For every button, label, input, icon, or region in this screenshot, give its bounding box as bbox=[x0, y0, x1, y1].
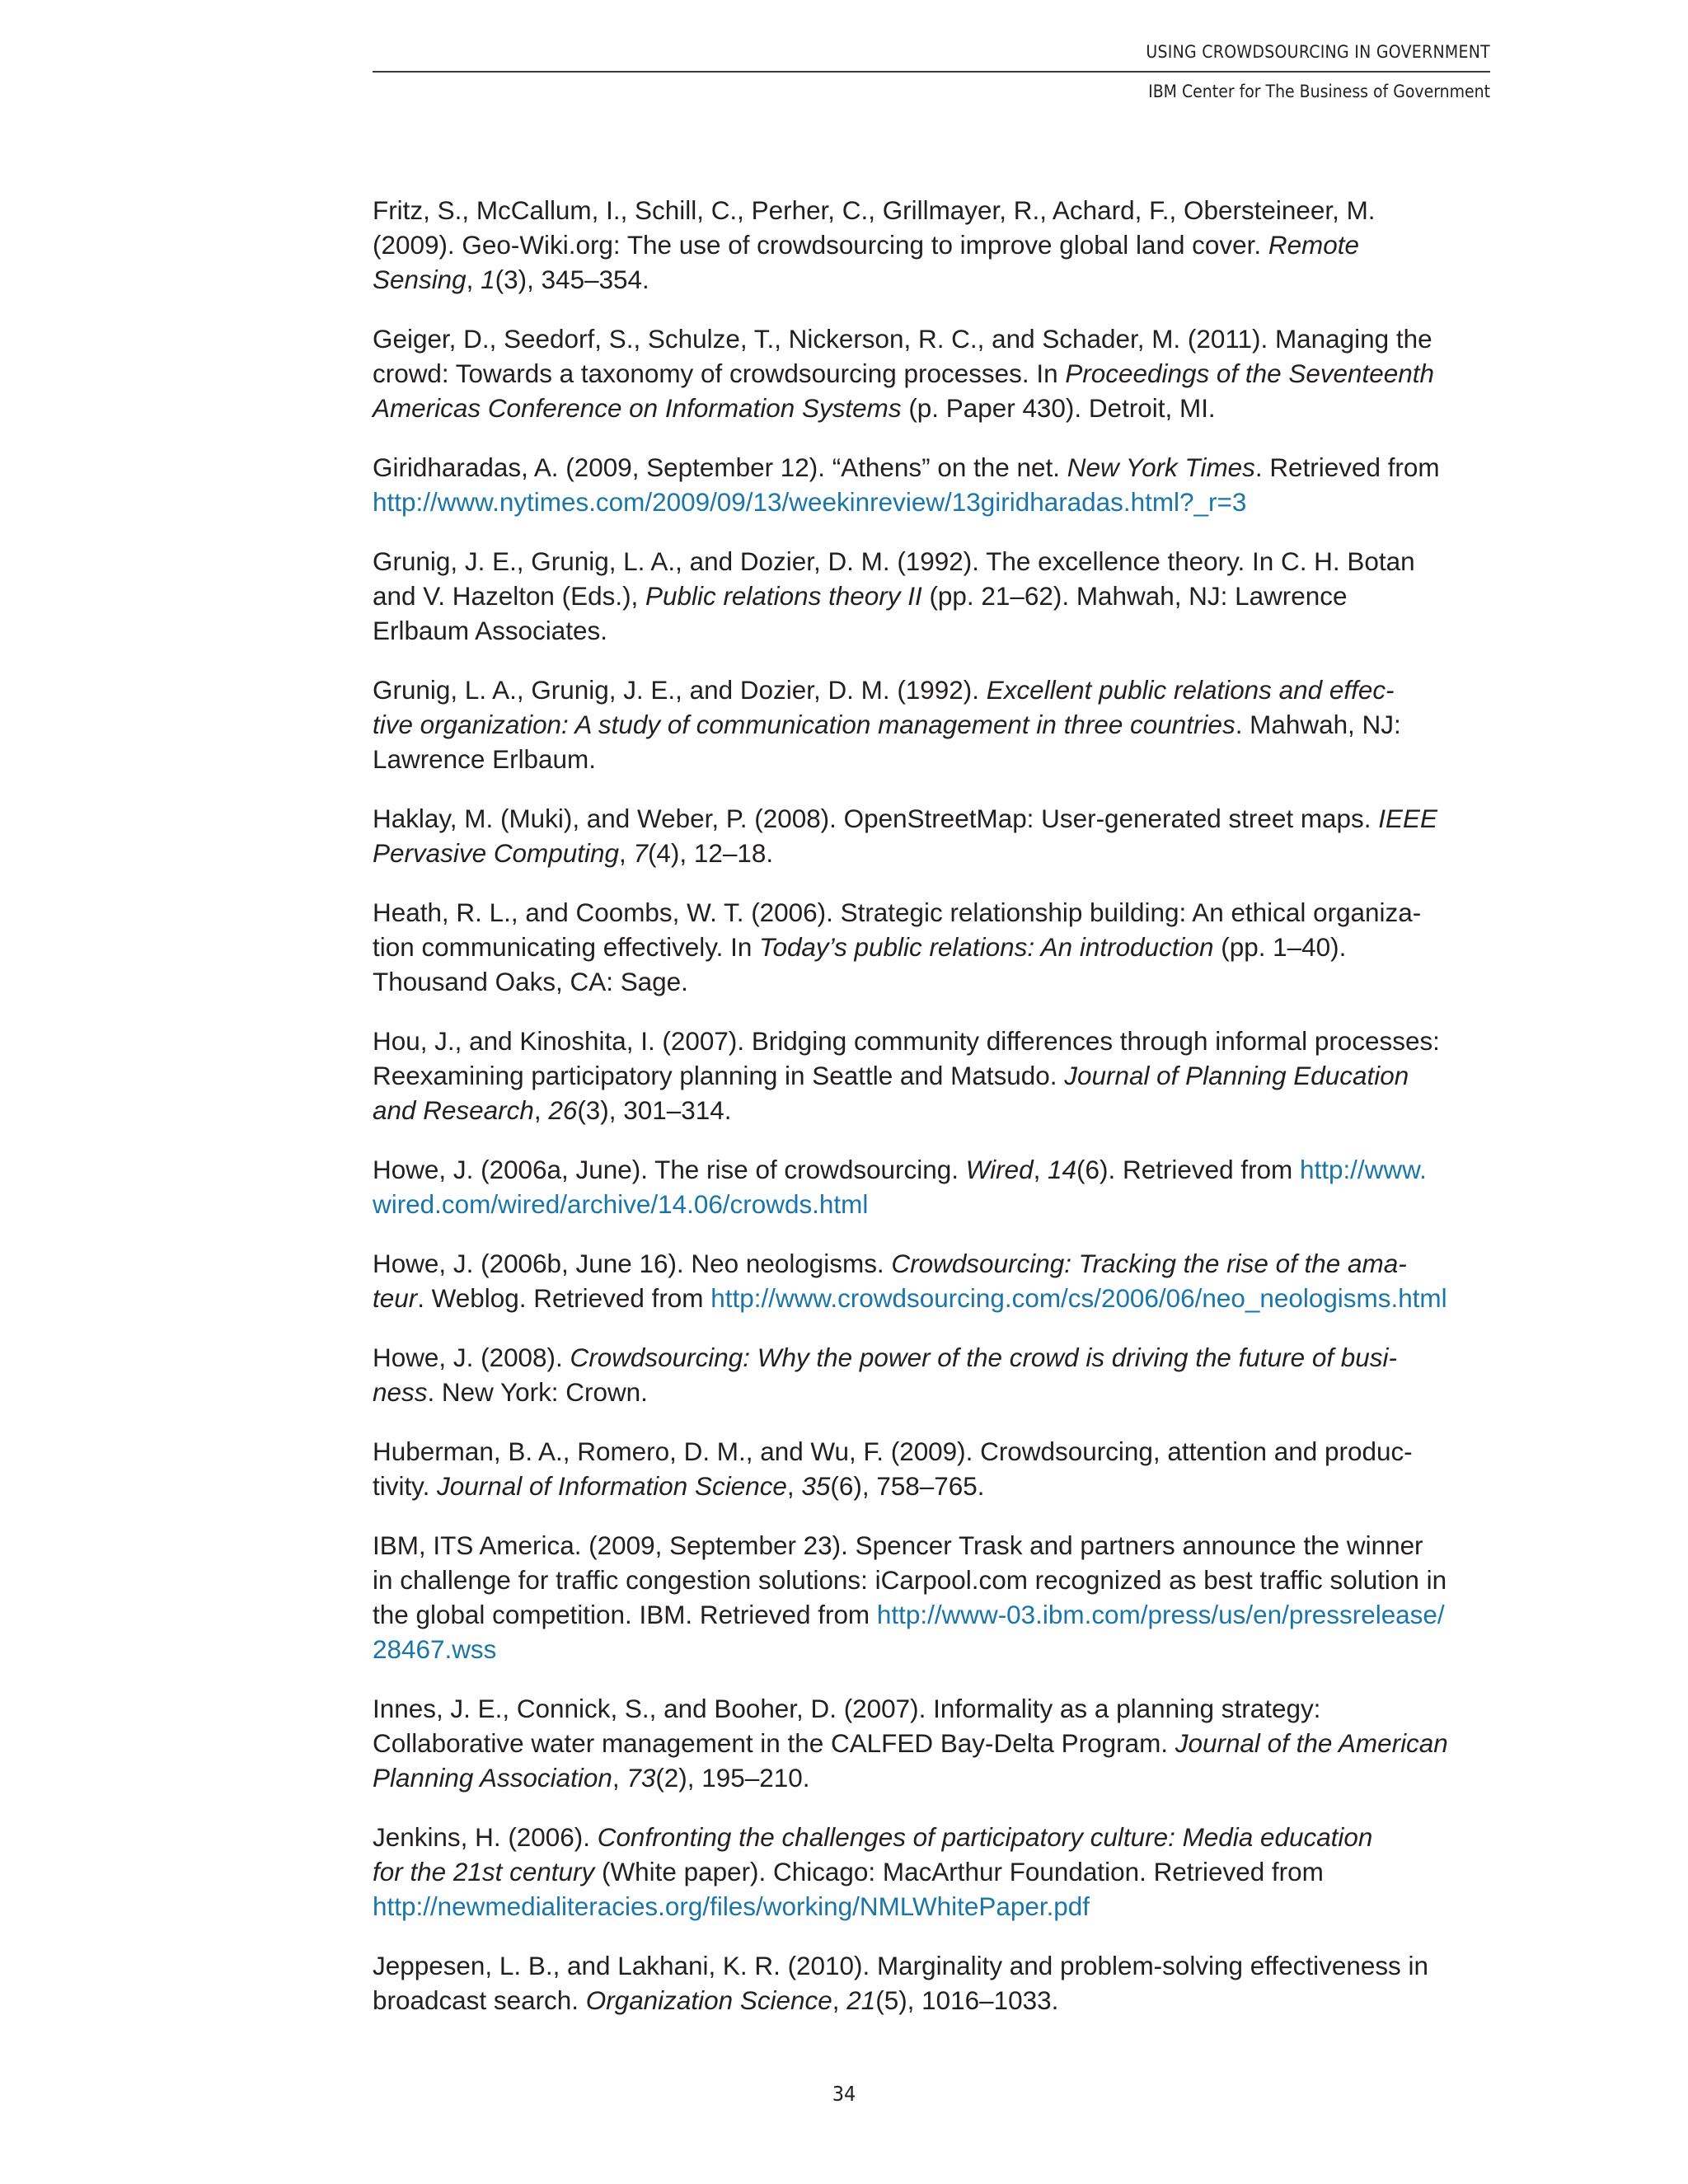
reference-text: , bbox=[1033, 1155, 1048, 1184]
italic-text: tive organization: A study of communication management in three countries bbox=[373, 710, 1236, 739]
italic-text: Journal of the American bbox=[1175, 1728, 1448, 1758]
italic-text: Excellent public relations and effec- bbox=[986, 675, 1395, 705]
reference-entry bbox=[373, 321, 1493, 425]
italic-text: 73 bbox=[626, 1763, 656, 1793]
reference-line bbox=[373, 321, 1492, 356]
italic-text: ness bbox=[373, 1377, 428, 1407]
reference-text: , bbox=[533, 1095, 549, 1125]
italic-text: 26 bbox=[548, 1095, 578, 1125]
reference-line bbox=[373, 391, 1492, 425]
reference-text: (3), 301–314. bbox=[577, 1095, 732, 1125]
reference-text: Jenkins, H. (2006). bbox=[373, 1822, 598, 1852]
reference-line bbox=[373, 1726, 1492, 1760]
italic-text: Public relations theory II bbox=[645, 581, 922, 611]
reference-line bbox=[373, 227, 1492, 262]
reference-line bbox=[373, 262, 1492, 297]
reference-text: (White paper). Chicago: MacArthur Foundation. Retrieved from bbox=[594, 1857, 1324, 1886]
reference-line bbox=[373, 1854, 1492, 1889]
reference-url-link[interactable]: http://www.nytimes.com/2009/09/13/weekinreview/13giridharadas.html?_r=3 bbox=[373, 487, 1247, 517]
reference-line bbox=[373, 1820, 1492, 1854]
reference-line bbox=[373, 544, 1492, 579]
reference-text: Geiger, D., Seedorf, S., Schulze, T., Nickerson, R. C., and Schader, M. (2011). Managing the bbox=[373, 324, 1432, 354]
italic-text: and Research bbox=[373, 1095, 534, 1125]
reference-line bbox=[373, 1434, 1492, 1469]
reference-line bbox=[373, 1983, 1492, 2018]
italic-text: Sensing bbox=[373, 265, 467, 294]
reference-text: Reexamining participatory planning in Seattle and Matsudo. bbox=[373, 1061, 1065, 1090]
reference-entry bbox=[373, 1528, 1493, 1666]
reference-entry bbox=[373, 193, 1493, 297]
reference-line bbox=[373, 1375, 1492, 1409]
reference-line bbox=[373, 1632, 1492, 1666]
italic-text: Confronting the challenges of participatory culture: Media education bbox=[597, 1822, 1373, 1852]
reference-text: the global competition. IBM. Retrieved from bbox=[373, 1600, 877, 1629]
reference-text: Howe, J. (2006a, June). The rise of crowdsourcing. bbox=[373, 1155, 966, 1184]
reference-line bbox=[373, 1281, 1492, 1315]
reference-text: , bbox=[612, 1763, 627, 1793]
reference-line bbox=[373, 1340, 1492, 1375]
publisher-name: IBM Center for The Business of Government bbox=[1148, 82, 1490, 101]
italic-text: New York Times bbox=[1067, 452, 1255, 482]
reference-entry bbox=[373, 1691, 1493, 1795]
reference-line bbox=[373, 707, 1492, 742]
reference-url-link[interactable]: http://www.crowdsourcing.com/cs/2006/06/neo_neologisms.html bbox=[710, 1283, 1447, 1313]
reference-url-link[interactable]: 28467.wss bbox=[373, 1634, 497, 1664]
reference-line bbox=[373, 742, 1492, 776]
reference-line bbox=[373, 1528, 1492, 1563]
reference-entry bbox=[373, 673, 1493, 776]
reference-line bbox=[373, 1691, 1492, 1726]
reference-line bbox=[373, 964, 1492, 999]
reference-entry bbox=[373, 1948, 1493, 2018]
reference-line bbox=[373, 1187, 1492, 1221]
reference-text: in challenge for traffic congestion solutions: iCarpool.com recognized as best traffic solution in bbox=[373, 1565, 1447, 1595]
reference-line bbox=[373, 801, 1492, 836]
reference-line bbox=[373, 930, 1492, 964]
reference-line bbox=[373, 193, 1492, 227]
reference-text: , bbox=[466, 265, 481, 294]
reference-line bbox=[373, 1948, 1492, 1983]
reference-line bbox=[373, 895, 1492, 930]
italic-text: Journal of Planning Education bbox=[1064, 1061, 1409, 1090]
reference-text: crowd: Towards a taxonomy of crowdsourcing processes. In bbox=[373, 359, 1066, 388]
reference-text: Erlbaum Associates. bbox=[373, 616, 607, 645]
reference-text: Hou, J., and Kinoshita, I. (2007). Bridging community differences through informal processes: bbox=[373, 1026, 1440, 1056]
reference-line bbox=[373, 836, 1492, 870]
reference-text: Grunig, J. E., Grunig, L. A., and Dozier, D. M. (1992). The excellence theory. In C. H. Botan bbox=[373, 546, 1415, 576]
reference-line bbox=[373, 1563, 1492, 1597]
reference-entry bbox=[373, 544, 1493, 648]
reference-text: Thousand Oaks, CA: Sage. bbox=[373, 967, 688, 996]
reference-text: IBM, ITS America. (2009, September 23). Spencer Trask and partners announce the winner bbox=[373, 1530, 1423, 1560]
reference-line bbox=[373, 579, 1492, 613]
reference-text: . Weblog. Retrieved from bbox=[417, 1283, 711, 1313]
reference-entry bbox=[373, 1820, 1493, 1924]
italic-text: 7 bbox=[633, 838, 648, 868]
reference-line bbox=[373, 485, 1492, 519]
reference-text: (3), 345–354. bbox=[495, 265, 649, 294]
reference-url-link[interactable]: http://newmedialiteracies.org/files/working/NMLWhitePaper.pdf bbox=[373, 1891, 1090, 1921]
italic-text: Americas Conference on Information Systems bbox=[373, 393, 902, 423]
reference-text: . New York: Crown. bbox=[427, 1377, 648, 1407]
reference-line bbox=[373, 1889, 1492, 1924]
reference-text: (5), 1016–1033. bbox=[875, 1985, 1059, 2015]
reference-line bbox=[373, 1246, 1492, 1281]
page-number: 34 bbox=[832, 2082, 856, 2106]
reference-line bbox=[373, 1093, 1492, 1127]
italic-text: Proceedings of the Seventeenth bbox=[1065, 359, 1434, 388]
reference-line bbox=[373, 613, 1492, 648]
reference-line bbox=[373, 1024, 1492, 1058]
reference-url-link[interactable]: http://www-03.ibm.com/press/us/en/pressrelease/ bbox=[876, 1600, 1445, 1629]
reference-entry bbox=[373, 1246, 1493, 1315]
reference-text: Huberman, B. A., Romero, D. M., and Wu, F. (2009). Crowdsourcing, attention and produc- bbox=[373, 1436, 1413, 1466]
reference-text: Grunig, L. A., Grunig, J. E., and Dozier, D. M. (1992). bbox=[373, 675, 987, 705]
reference-entry bbox=[373, 1434, 1493, 1503]
reference-text: broadcast search. bbox=[373, 1985, 586, 2015]
reference-url-link[interactable]: wired.com/wired/archive/14.06/crowds.html bbox=[373, 1189, 869, 1219]
reference-text: , bbox=[832, 1985, 847, 2015]
reference-text: (6), 758–765. bbox=[830, 1471, 985, 1501]
reference-text: Collaborative water management in the CALFED Bay-Delta Program. bbox=[373, 1728, 1175, 1758]
reference-entry bbox=[373, 1152, 1493, 1221]
reference-text: Giridharadas, A. (2009, September 12). “Athens” on the net. bbox=[373, 452, 1067, 482]
reference-text: . Retrieved from bbox=[1254, 452, 1440, 482]
italic-text: teur bbox=[373, 1283, 418, 1313]
reference-line bbox=[373, 1597, 1492, 1632]
reference-entry bbox=[373, 450, 1493, 519]
reference-text: Jeppesen, L. B., and Lakhani, K. R. (2010). Marginality and problem-solving effectiveness in bbox=[373, 1951, 1429, 1980]
reference-entry bbox=[373, 1024, 1493, 1127]
italic-text: 35 bbox=[801, 1471, 831, 1501]
reference-text: (6). Retrieved from bbox=[1076, 1155, 1300, 1184]
reference-text: (pp. 1–40). bbox=[1213, 932, 1347, 962]
reference-entry bbox=[373, 801, 1493, 870]
reference-text: Haklay, M. (Muki), and Weber, P. (2008). OpenStreetMap: User-generated street maps. bbox=[373, 804, 1379, 833]
reference-text: , bbox=[618, 838, 634, 868]
italic-text: Crowdsourcing: Tracking the rise of the ama- bbox=[891, 1249, 1407, 1278]
italic-text: Journal of Information Science bbox=[437, 1471, 787, 1501]
reference-text: Innes, J. E., Connick, S., and Booher, D. (2007). Informality as a planning strategy: bbox=[373, 1694, 1321, 1723]
running-header bbox=[373, 33, 1490, 110]
reference-text: and V. Hazelton (Eds.), bbox=[373, 581, 646, 611]
reference-text: (pp. 21–62). Mahwah, NJ: Lawrence bbox=[921, 581, 1348, 611]
reference-text: (p. Paper 430). Detroit, MI. bbox=[901, 393, 1216, 423]
italic-text: Wired bbox=[965, 1155, 1034, 1184]
reference-text: . Mahwah, NJ: bbox=[1235, 710, 1401, 739]
reference-text: tion communicating effectively. In bbox=[373, 932, 760, 962]
reference-line bbox=[373, 1058, 1492, 1093]
reference-text: Howe, J. (2006b, June 16). Neo neologisms. bbox=[373, 1249, 892, 1278]
reference-text: (2009). Geo-Wiki.org: The use of crowdsourcing to improve global land cover. bbox=[373, 230, 1268, 260]
italic-text: Organization Science bbox=[585, 1985, 832, 2015]
reference-line bbox=[373, 1152, 1492, 1187]
reference-entry bbox=[373, 1340, 1493, 1409]
reference-text: Fritz, S., McCallum, I., Schill, C., Perher, C., Grillmayer, R., Achard, F., Obersteineer, M. bbox=[373, 195, 1376, 225]
italic-text: Pervasive Computing bbox=[373, 838, 619, 868]
reference-text: (4), 12–18. bbox=[647, 838, 774, 868]
reference-line bbox=[373, 673, 1492, 707]
reference-text: (2), 195–210. bbox=[655, 1763, 810, 1793]
italic-text: Crowdsourcing: Why the power of the crowd is driving the future of busi- bbox=[570, 1343, 1397, 1372]
reference-line bbox=[373, 356, 1492, 391]
italic-text: 21 bbox=[846, 1985, 876, 2015]
reference-text: tivity. bbox=[373, 1471, 438, 1501]
italic-text: 1 bbox=[481, 265, 495, 294]
italic-text: for the 21st century bbox=[373, 1857, 595, 1886]
reference-list bbox=[373, 193, 1493, 2042]
reference-text: , bbox=[786, 1471, 802, 1501]
reference-line bbox=[373, 1760, 1492, 1795]
italic-text: Remote bbox=[1268, 230, 1359, 260]
reference-text: Heath, R. L., and Coombs, W. T. (2006). Strategic relationship building: An ethical organiza- bbox=[373, 898, 1422, 927]
reference-text: Lawrence Erlbaum. bbox=[373, 744, 596, 774]
reference-text: Howe, J. (2008). bbox=[373, 1343, 570, 1372]
reference-line bbox=[373, 450, 1492, 485]
reference-line bbox=[373, 1469, 1492, 1503]
italic-text: IEEE bbox=[1378, 804, 1437, 833]
italic-text: Today’s public relations: An introduction bbox=[759, 932, 1214, 962]
document-title: USING CROWDSOURCING IN GOVERNMENT bbox=[1146, 42, 1490, 62]
reference-entry bbox=[373, 895, 1493, 999]
italic-text: Planning Association bbox=[373, 1763, 612, 1793]
italic-text: 14 bbox=[1048, 1155, 1077, 1184]
reference-url-link[interactable]: http://www. bbox=[1299, 1155, 1427, 1184]
